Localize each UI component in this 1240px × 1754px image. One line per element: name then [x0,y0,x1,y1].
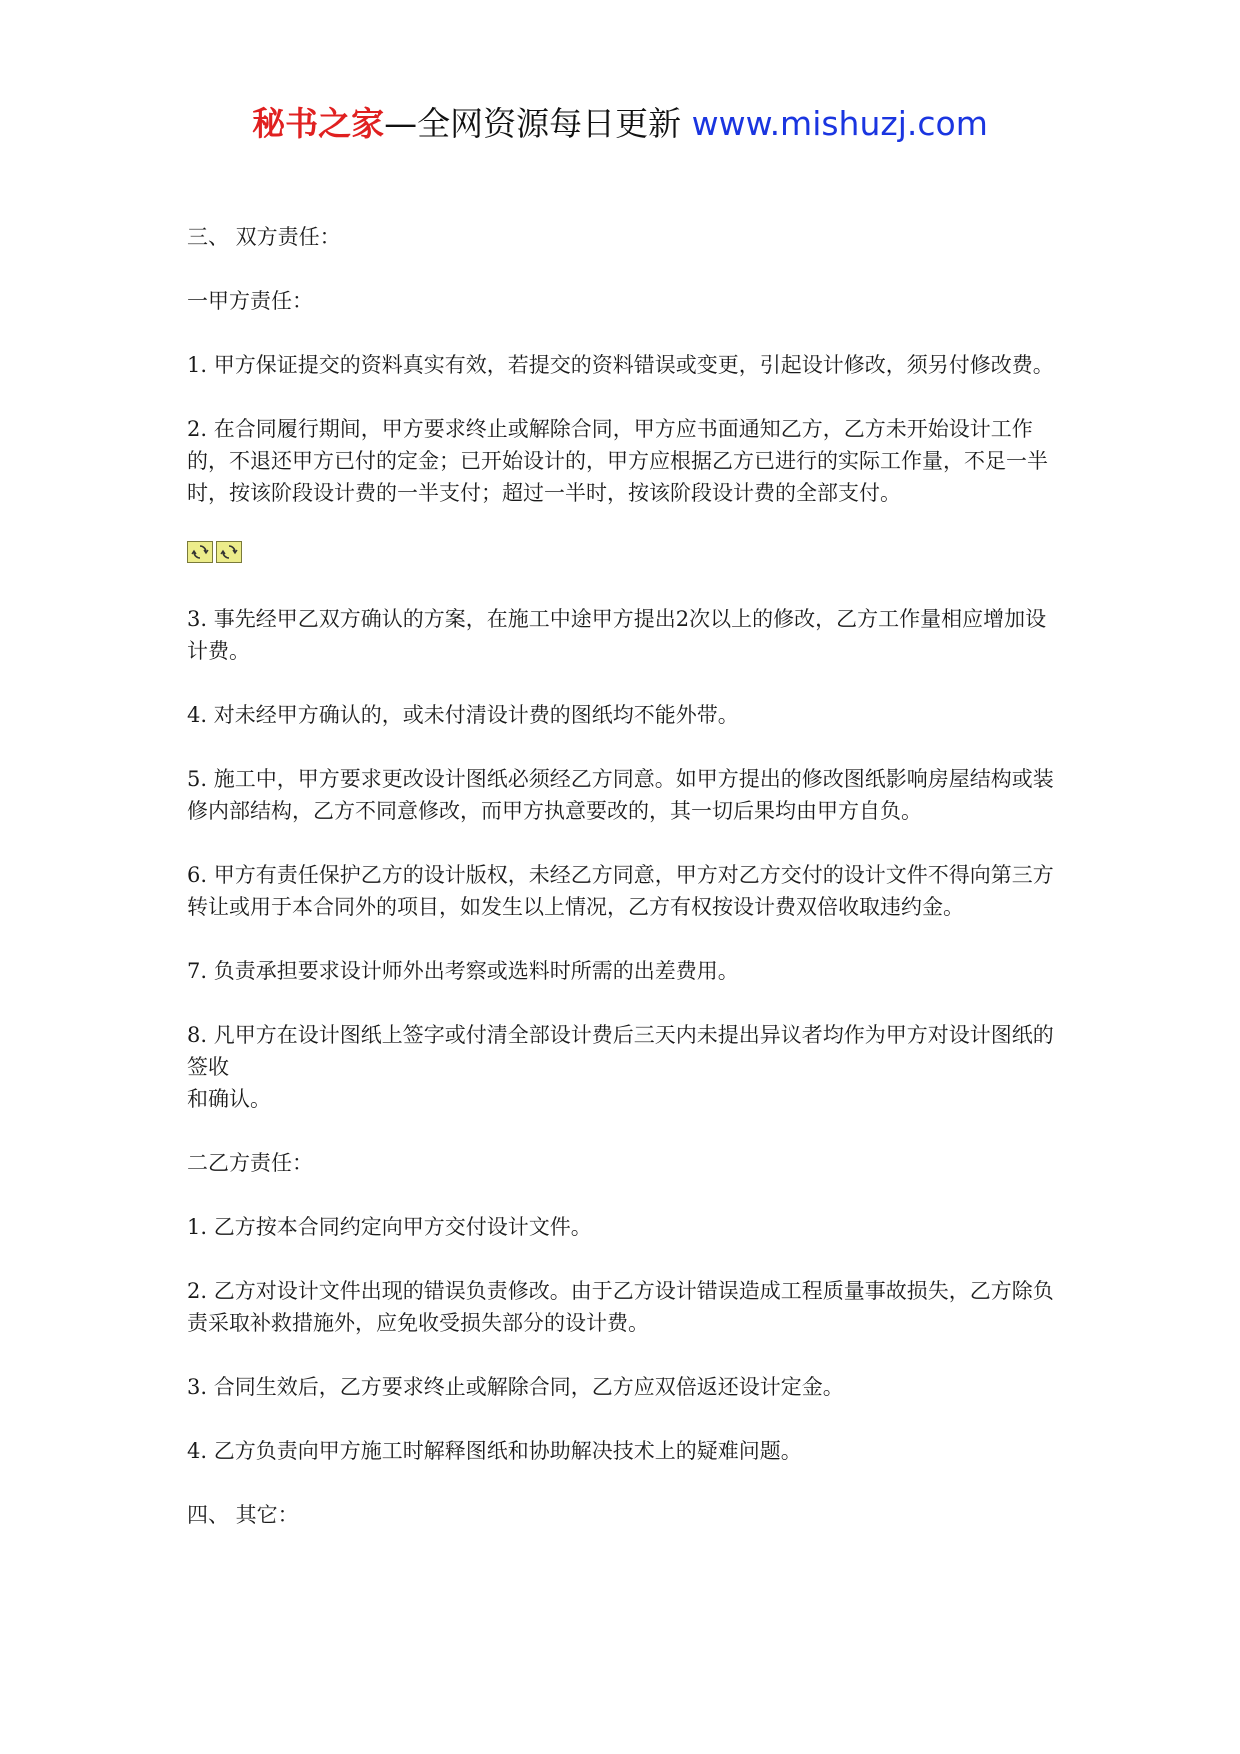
site-banner [0,100,1240,148]
slogan: —全网资源每日更新 [384,104,682,143]
party-a-clause-4: 4. 对未经甲方确认的，或未付清设计费的图纸均不能外带。 [187,703,739,727]
subheading-party-b: 二乙方责任： [187,1151,313,1175]
party-a-clause-3: 3. 事先经甲乙双方确认的方案，在施工中途甲方提出2次以上的修改，乙方工作量相应增加设计费。 [187,607,1047,663]
embedded-icon-row [187,541,1067,565]
site-url-link[interactable]: www.mishuzj.com [691,104,988,143]
refresh-arrows-icon [216,541,242,563]
party-b-clause-4: 4. 乙方负责向甲方施工时解释图纸和协助解决技术上的疑难问题。 [187,1439,802,1463]
party-a-clause-5: 5. 施工中，甲方要求更改设计图纸必须经乙方同意。如甲方提出的修改图纸影响房屋结构或装修内部结构，乙方不同意修改，而甲方执意要改的，其一切后果均由甲方自负。 [187,767,1054,823]
subheading-party-a: 一甲方责任： [187,289,313,313]
party-a-clause-8 [187,1019,1067,1115]
party-a-clause-6: 6. 甲方有责任保护乙方的设计版权，未经乙方同意，甲方对乙方交付的设计文件不得向第三方转让或用于本合同外的项目，如发生以上情况，乙方有权按设计费双倍收取违约金。 [187,863,1054,919]
party-b-clause-1: 1. 乙方按本合同约定向甲方交付设计文件。 [187,1215,592,1239]
brand-name: 秘书之家 [252,104,385,143]
party-a-clause-8-line1: 8. 凡甲方在设计图纸上签字或付清全部设计费后三天内未提出异议者均作为甲方对设计图纸的签收 [187,1023,1054,1079]
section-heading-responsibilities: 三、 双方责任： [187,225,341,249]
refresh-arrows-icon [187,541,213,563]
party-b-clause-3: 3. 合同生效后，乙方要求终止或解除合同，乙方应双倍返还设计定金。 [187,1375,844,1399]
party-a-clause-2: 2. 在合同履行期间，甲方要求终止或解除合同，甲方应书面通知乙方，乙方未开始设计工作的，不退还甲方已付的定金；已开始设计的，甲方应根据乙方已进行的实际工作量，不足一半时，按该阶段设计费的一半支付；超过一半时，按该阶段设计费的全部支付。 [187,417,1048,505]
contract-body [187,221,1067,1531]
party-a-clause-1: 1. 甲方保证提交的资料真实有效，若提交的资料错误或变更，引起设计修改，须另付修改费。 [187,353,1054,377]
section-heading-other: 四、 其它： [187,1503,299,1527]
party-a-clause-8-line2: 和确认。 [187,1087,271,1111]
party-b-clause-2: 2. 乙方对设计文件出现的错误负责修改。由于乙方设计错误造成工程质量事故损失，乙方除负责采取补救措施外，应免收受损失部分的设计费。 [187,1279,1054,1335]
party-a-clause-7: 7. 负责承担要求设计师外出考察或选料时所需的出差费用。 [187,959,739,983]
